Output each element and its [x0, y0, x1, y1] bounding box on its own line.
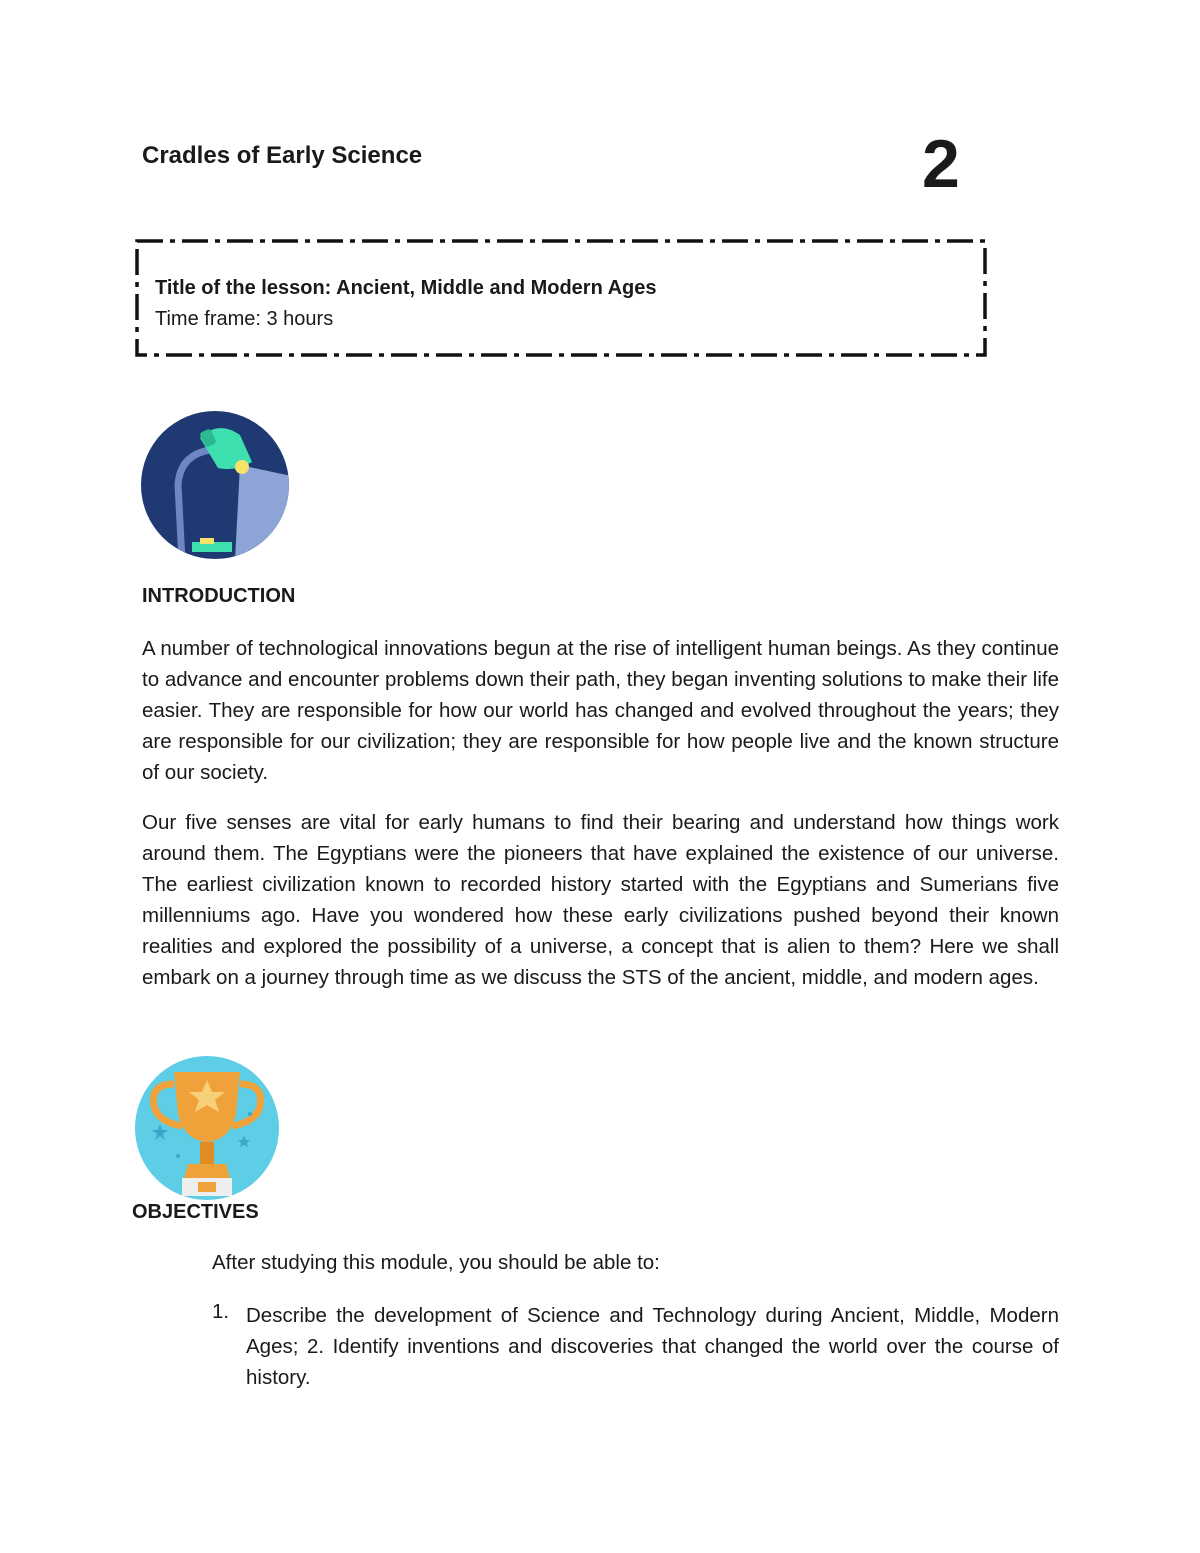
lesson-info-box — [135, 239, 987, 357]
objective-number: 1. — [212, 1300, 230, 1323]
objective-text: Describe the development of Science and Technology during Ancient, Middle, Modern Ages; 2. Identify inventions and discoveries that changed the world over the course of history. — [246, 1304, 1059, 1389]
lesson-title: Title of the lesson: Ancient, Middle and Modern Ages — [155, 277, 657, 299]
chapter-title: Cradles of Early Science — [142, 142, 423, 169]
intro-paragraph-1: A number of technological innovations begun at the rise of intelligent human beings. As they continue to advance and encounter problems down their path, they began inventing solutions to make their life easier. They are responsible for how our world has changed and evolved throughout the years; they are responsible for our civilization; they are responsible for how people live and the known structure of our society. — [142, 637, 1059, 784]
introduction-heading: INTRODUCTION — [142, 585, 296, 607]
objectives-lead: After studying this module, you should be able to: — [212, 1251, 660, 1274]
objectives-heading: OBJECTIVES — [132, 1201, 259, 1223]
lesson-time-frame: Time frame: 3 hours — [155, 308, 334, 330]
chapter-number: 2 — [922, 126, 960, 202]
desk-lamp-icon — [140, 410, 290, 560]
intro-paragraph-2: Our five senses are vital for early humans to find their bearing and understand how things work around them. The Egyptians were the pioneers that have explained the existence of our universe. The earliest civilization known to recorded history started with the Egyptians and Sumerians five millenniums ago. Have you wondered how these early civilizations pushed beyond their known realities and explored the possibility of a universe, a concept that is alien to them? Here we shall embark on a journey through time as we discuss the STS of the ancient, middle, and modern ages. — [142, 811, 1059, 989]
trophy-icon — [132, 1054, 282, 1200]
